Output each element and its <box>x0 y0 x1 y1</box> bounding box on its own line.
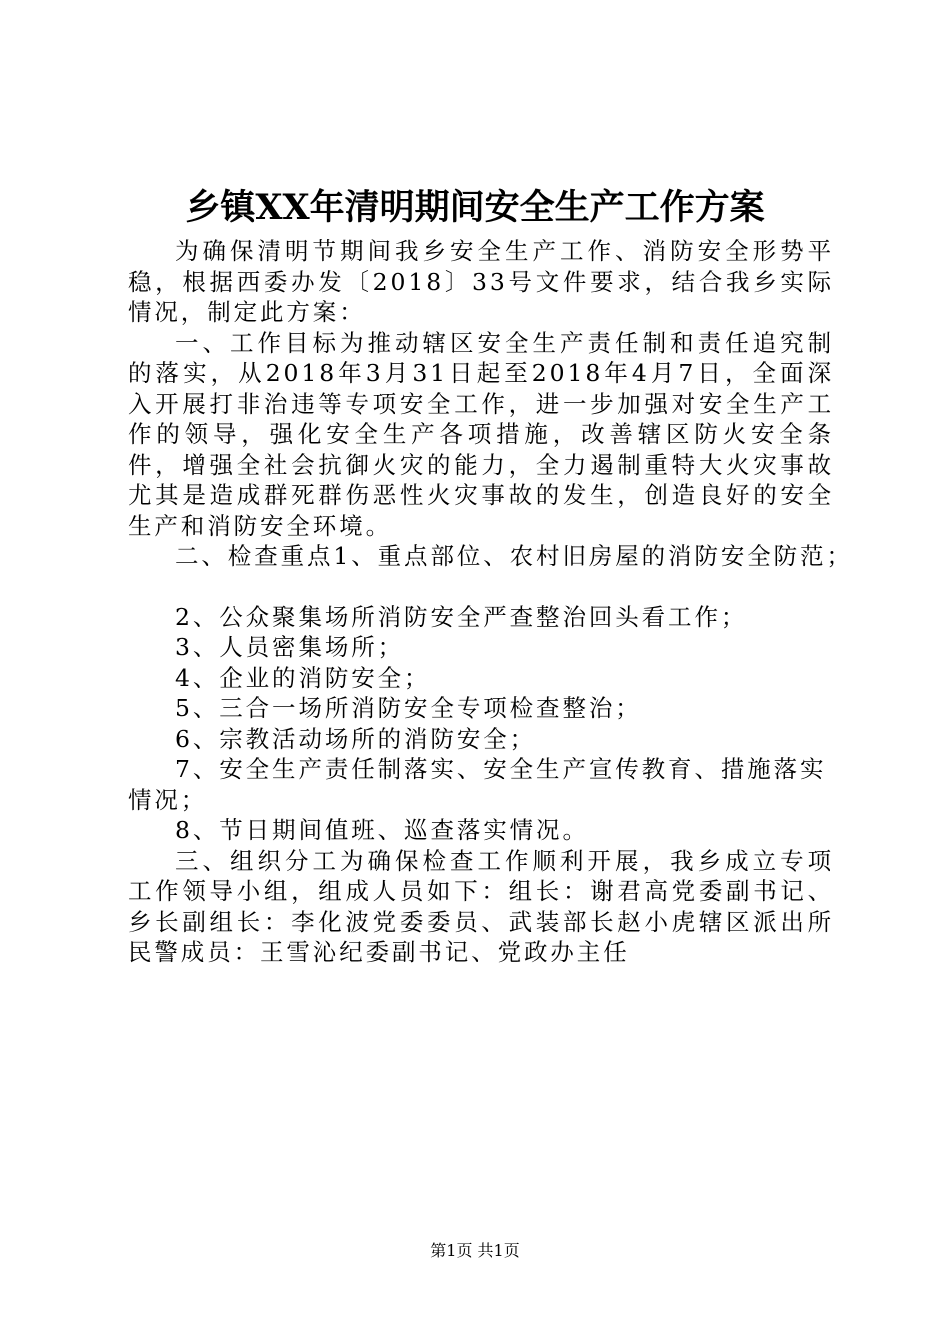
inspection-item-2: 2、公众聚集场所消防安全严查整治回头看工作； <box>175 602 748 631</box>
page-footer: 第1页 共1页 <box>430 1241 520 1260</box>
inspection-item-7: 7、安全生产责任制落实、安全生产宣传教育、措施落实情况； <box>128 755 827 814</box>
inspection-item-3: 3、人员密集场所； <box>175 633 405 661</box>
document-title: 乡镇XX年清明期间安全生产工作方案 <box>185 187 765 228</box>
inspection-item-4: 4、企业的消防安全； <box>175 663 431 692</box>
section-goals-paragraph: 一、工作目标为推动辖区安全生产责任制和责任追究制的落实，从2018年3月31日起至2018年4月7日，全面深入开展打非治违等专项安全工作，进一步加强对安全生产工作的领导，强化安全生产各项措施，改善辖区防火安全条件，增强全社会抗御火灾的能力，全力遏制重特大火灾事故尤其是造成群死群伤恶性火灾事故的发生，创造良好的安全生产和消防安全环境。 <box>128 328 834 540</box>
document-body <box>128 236 853 968</box>
inspection-item-5: 5、三合一场所消防安全专项检查整治； <box>175 694 642 722</box>
section-inspection-heading: 二、检查重点1、重点部位、农村旧房屋的消防安全防范； <box>175 542 853 570</box>
section-organization-paragraph: 三、组织分工为确保检查工作顺利开展，我乡成立专项工作领导小组，组成人员如下：组长：谢君高党委副书记、乡长副组长：李化波党委委员、武装部长赵小虎辖区派出所民警成员：王雪沁纪委副书记、党政办主任 <box>128 846 834 966</box>
inspection-item-6: 6、宗教活动场所的消防安全； <box>175 724 537 753</box>
intro-paragraph: 为确保清明节期间我乡安全生产工作、消防安全形势平稳，根据西委办发〔2018〕33号文件要求，结合我乡实际情况，制定此方案： <box>128 237 834 326</box>
inspection-item-8: 8、节日期间值班、巡查落实情况。 <box>175 816 589 844</box>
